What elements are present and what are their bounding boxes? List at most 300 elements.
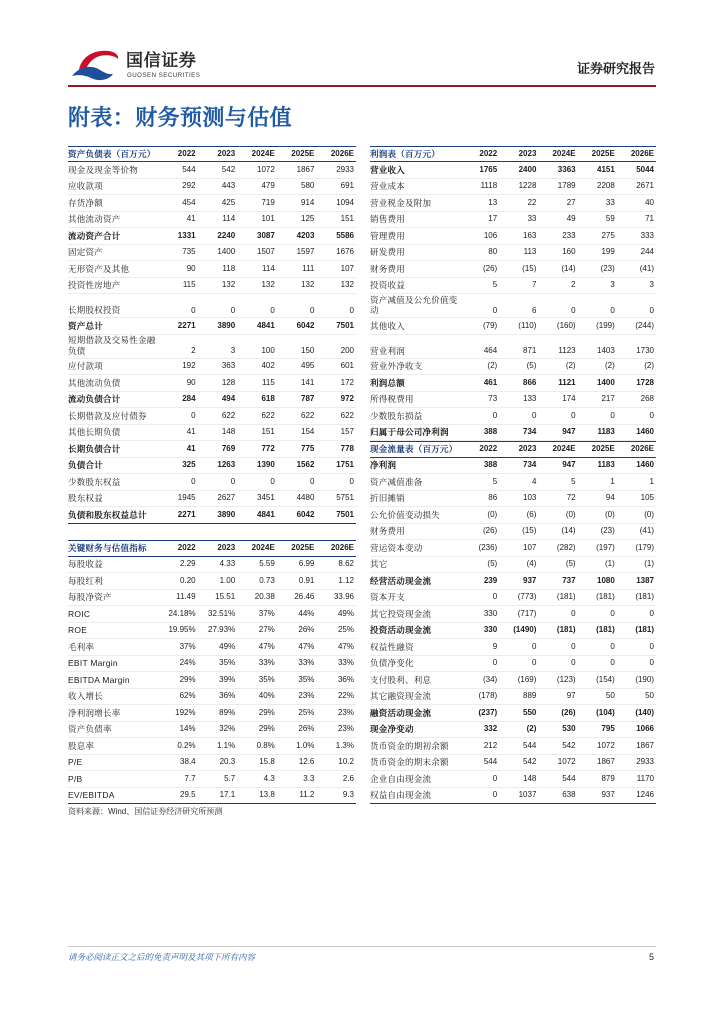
row-value: 363	[221, 361, 236, 371]
row-label: 经营活动现金流	[370, 575, 432, 586]
row-label: 公允价值变动损失	[370, 509, 441, 520]
row-value: 33%	[298, 658, 315, 668]
row-value: 1403	[597, 346, 615, 355]
row-value: 1.12	[338, 575, 354, 585]
row-label: 现金及现金等价物	[68, 164, 139, 175]
row-value: 332	[483, 724, 498, 734]
row-value: 6042	[296, 320, 315, 330]
row-value: 542	[221, 164, 236, 174]
row-label: 其它融资现金流	[370, 691, 432, 702]
row-value: 62%	[179, 691, 196, 701]
row-value: 13.8	[259, 790, 275, 800]
row-label: 营业利润	[370, 345, 406, 356]
row-value: 1751	[336, 460, 354, 470]
row-value: 9	[492, 641, 498, 651]
cash-flow-row	[370, 524, 656, 541]
row-label: 其他长期负债	[68, 427, 121, 438]
row-value: 402	[261, 361, 275, 371]
row-value: 937	[523, 575, 537, 585]
row-value: 1170	[636, 773, 654, 783]
row-value: 90	[186, 377, 196, 387]
brand-logo	[70, 46, 202, 84]
row-label: 负债合计	[68, 460, 104, 471]
row-value: (181)	[556, 592, 576, 602]
row-value: 2271	[177, 509, 196, 519]
row-value: 425	[221, 197, 236, 207]
row-value: 132	[261, 280, 275, 290]
year-header: 2025E	[591, 444, 615, 454]
row-value: 133	[523, 394, 537, 404]
row-value: 580	[301, 181, 315, 191]
row-label: 净利润	[370, 460, 397, 471]
key-indicators-row	[68, 788, 356, 805]
income-statement-row	[370, 294, 656, 318]
row-value: 778	[340, 443, 354, 453]
row-value: 244	[640, 247, 654, 257]
cash-flow-row	[370, 689, 656, 706]
row-label: 净利润增长率	[68, 707, 121, 718]
row-label: 长期借款及应付债券	[68, 410, 147, 421]
row-value: 105	[640, 493, 654, 503]
cash-flow-row	[370, 738, 656, 755]
row-value: 160	[562, 247, 576, 257]
income-statement-row	[370, 261, 656, 278]
row-value: 622	[340, 410, 354, 420]
row-label: 财务费用	[370, 263, 406, 274]
row-label: 企业自由现金流	[370, 773, 432, 784]
row-value: 23%	[337, 724, 354, 734]
row-value: 154	[301, 427, 315, 437]
row-label: 存货净额	[68, 197, 104, 208]
row-value: 20.38	[254, 592, 275, 602]
row-value: 1765	[479, 164, 498, 174]
row-value: 0	[191, 305, 196, 315]
row-value: 775	[301, 443, 315, 453]
row-value: (2)	[644, 361, 654, 371]
year-header: 2024E	[251, 543, 275, 553]
row-value: 0	[270, 305, 275, 315]
row-value: 0	[649, 658, 654, 668]
row-value: 0	[270, 476, 275, 486]
row-value: 947	[562, 427, 576, 437]
row-value: 39%	[219, 674, 236, 684]
row-value: (140)	[635, 707, 654, 717]
key-indicators-row	[68, 771, 356, 788]
balance-sheet-row	[68, 179, 356, 196]
year-header: 2026E	[630, 444, 654, 454]
balance-sheet-row	[68, 408, 356, 425]
balance-sheet-row	[68, 318, 356, 335]
row-value: 49	[566, 214, 576, 224]
brand-name-en: GUOSEN SECURITIES	[127, 72, 201, 79]
key-indicators-row	[68, 623, 356, 640]
row-value: 118	[222, 263, 236, 273]
brand-name-cn: 国信证券	[126, 51, 197, 70]
row-value: (23)	[600, 526, 615, 536]
row-value: 33.96	[333, 592, 354, 602]
row-value: 71	[645, 214, 654, 224]
row-value: 7501	[336, 509, 354, 519]
year-header: 2026E	[330, 148, 354, 158]
row-value: (178)	[478, 691, 498, 701]
row-value: 0	[492, 410, 498, 420]
row-value: 0.2%	[177, 740, 196, 750]
cash-flow-row	[370, 771, 656, 788]
row-label: 每股收益	[68, 559, 104, 570]
row-value: 9.3	[342, 790, 354, 800]
row-value: 1390	[257, 460, 275, 470]
row-value: 107	[340, 263, 354, 273]
row-value: (26)	[561, 707, 576, 717]
row-value: 2933	[336, 164, 354, 174]
row-value: (154)	[596, 674, 615, 684]
row-value: (23)	[600, 263, 615, 273]
row-value: 89%	[219, 707, 236, 717]
row-label: 权益性融资	[370, 641, 414, 652]
row-value: 284	[182, 394, 196, 404]
row-value: 622	[301, 410, 315, 420]
row-value: 148	[221, 427, 236, 437]
year-header: 2026E	[330, 543, 354, 553]
row-value: 13	[488, 197, 498, 207]
row-value: 972	[340, 394, 354, 404]
row-value: 94	[605, 493, 615, 503]
row-value: (2)	[526, 724, 537, 734]
row-value: 0	[492, 773, 498, 783]
row-value: (2)	[605, 361, 615, 371]
row-value: (6)	[526, 509, 537, 519]
balance-sheet-row	[68, 228, 356, 245]
row-value: 734	[523, 460, 537, 470]
row-label: 每股净资产	[68, 592, 112, 603]
row-value: 0	[610, 658, 615, 668]
row-value: 37%	[179, 641, 196, 651]
row-value: 544	[483, 757, 498, 767]
row-value: 1123	[558, 346, 576, 355]
row-value: 330	[483, 608, 498, 618]
guosen-logo-icon	[70, 47, 120, 83]
row-value: 49%	[219, 641, 236, 651]
row-label: 其他收入	[370, 320, 406, 331]
source-note: 资料来源：Wind、国信证券经济研究所预测	[68, 807, 223, 816]
row-value: 23%	[298, 691, 315, 701]
row-value: 4841	[257, 320, 275, 330]
balance-sheet-row	[68, 335, 356, 359]
row-value: 2208	[597, 181, 615, 191]
row-label: 长期负债合计	[68, 443, 121, 454]
page-number: 5	[648, 952, 654, 962]
year-header: 2023	[217, 148, 236, 158]
row-value: (160)	[556, 320, 576, 330]
row-value: 622	[221, 410, 236, 420]
row-value: 33%	[258, 658, 275, 668]
row-label: 销售费用	[370, 214, 406, 225]
year-header: 2023	[518, 148, 537, 158]
row-value: 47%	[337, 641, 354, 651]
row-value: 0	[571, 641, 576, 651]
row-label: 研发费用	[370, 247, 406, 258]
row-label: 资产减值及公允价值变动	[370, 294, 458, 315]
row-value: 41	[186, 443, 196, 453]
row-value: (41)	[639, 526, 654, 536]
row-value: 1	[610, 476, 615, 486]
row-value: 26%	[298, 724, 315, 734]
row-label: EBITDA Margin	[68, 674, 130, 685]
row-label: 营业外净收支	[370, 361, 423, 372]
row-value: 0	[349, 476, 354, 486]
income-statement-row	[370, 228, 656, 245]
row-value: 3087	[257, 230, 275, 240]
row-value: 388	[483, 427, 498, 437]
row-value: 174	[562, 394, 576, 404]
income-statement-row	[370, 359, 656, 376]
row-value: (237)	[478, 707, 498, 717]
row-value: 0	[610, 305, 615, 315]
row-value: 1562	[296, 460, 315, 470]
spacer-row	[68, 524, 356, 541]
row-value: 115	[262, 377, 275, 387]
row-value: 2240	[217, 230, 236, 240]
income-statement-row	[370, 408, 656, 425]
row-value: 15.8	[259, 757, 275, 767]
cash-flow-header-row	[370, 441, 656, 458]
row-value: 24.18%	[168, 608, 196, 618]
row-value: 618	[261, 394, 275, 404]
row-value: 0	[649, 305, 654, 315]
row-value: 1867	[636, 740, 654, 750]
row-value: 150	[301, 346, 315, 355]
row-value: 0	[571, 608, 576, 618]
row-value: 132	[301, 280, 315, 290]
year-header: 2022	[177, 148, 196, 158]
cash-flow-row	[370, 474, 656, 491]
row-value: 29%	[258, 707, 275, 717]
row-value: (104)	[596, 707, 615, 717]
row-value: 86	[488, 493, 498, 503]
row-value: 20.3	[219, 757, 236, 767]
row-value: 947	[562, 460, 576, 470]
balance-sheet-row	[68, 458, 356, 475]
balance-sheet-row	[68, 195, 356, 212]
row-value: 1730	[636, 346, 654, 355]
row-value: 15.51	[215, 592, 236, 602]
row-label: 权益自由现金流	[370, 790, 432, 801]
row-value: 601	[340, 361, 354, 371]
row-value: 866	[523, 377, 537, 387]
disclaimer-note: 请务必阅读正文之后的免责声明及其项下所有内容	[68, 952, 256, 962]
row-value: (181)	[635, 592, 654, 602]
row-label: 应付款项	[68, 361, 104, 372]
row-value: 7	[531, 280, 537, 290]
row-value: 33%	[337, 658, 354, 668]
row-label: ROIC	[68, 608, 91, 619]
row-value: 103	[523, 493, 537, 503]
row-value: 1037	[518, 790, 537, 800]
row-label: 归属于母公司净利润	[370, 427, 449, 438]
row-value: 2400	[518, 164, 537, 174]
row-value: 101	[261, 214, 275, 224]
row-value: 41	[186, 427, 196, 437]
row-value: 5044	[636, 164, 654, 174]
row-label: 折旧摊销	[370, 493, 406, 504]
row-value: 29%	[179, 674, 196, 684]
cash-flow-row	[370, 458, 656, 475]
row-value: 0	[492, 305, 498, 315]
key-indicators-row	[68, 639, 356, 656]
cash-flow-row	[370, 507, 656, 524]
year-header: 2026E	[630, 148, 654, 158]
cash-flow-row	[370, 491, 656, 508]
year-header: 2023	[518, 444, 537, 454]
cash-flow-row	[370, 722, 656, 739]
key-indicators-title: 关键财务与估值指标	[68, 543, 147, 554]
row-value: 1121	[558, 377, 576, 387]
row-value: 3	[230, 346, 236, 355]
row-value: 1867	[296, 164, 315, 174]
year-header: 2025E	[591, 148, 615, 158]
row-value: 2271	[177, 320, 196, 330]
row-value: 3363	[557, 164, 576, 174]
row-value: 454	[182, 197, 196, 207]
row-value: 735	[182, 247, 196, 257]
row-value: 1094	[336, 197, 354, 207]
row-value: 114	[222, 214, 236, 224]
row-value: 1676	[336, 247, 354, 257]
key-indicators-header-row	[68, 540, 356, 557]
row-value: 275	[601, 230, 615, 240]
row-value: 35%	[298, 674, 315, 684]
row-label: 长期股权投资	[68, 305, 121, 315]
row-value: 5751	[336, 493, 354, 503]
footer-divider	[68, 946, 656, 947]
cash-flow-row	[370, 672, 656, 689]
row-value: (2)	[487, 361, 498, 371]
row-value: 871	[523, 346, 537, 355]
row-value: 192%	[175, 707, 196, 717]
row-value: 330	[483, 625, 498, 635]
row-label: 流动负债合计	[68, 394, 121, 405]
row-value: 1728	[636, 377, 654, 387]
row-value: 0	[492, 592, 498, 602]
row-label: 营业收入	[370, 164, 406, 175]
row-value: 217	[601, 394, 615, 404]
row-value: (0)	[605, 509, 615, 519]
row-value: 115	[182, 280, 196, 290]
row-label: 营业税金及附加	[370, 197, 432, 208]
row-value: 151	[340, 214, 354, 224]
cash-flow-row	[370, 606, 656, 623]
row-value: 494	[221, 394, 236, 404]
row-value: 90	[186, 263, 196, 273]
row-value: 1.00	[219, 575, 236, 585]
row-value: 40%	[258, 691, 275, 701]
row-value: 1460	[636, 427, 654, 437]
row-value: 550	[523, 707, 537, 717]
row-value: 163	[523, 230, 537, 240]
row-value: (717)	[517, 608, 537, 618]
row-label: P/B	[68, 773, 83, 784]
row-value: 544	[523, 740, 537, 750]
row-label: 投资活动现金流	[370, 625, 432, 636]
balance-sheet-row	[68, 375, 356, 392]
row-label: 短期借款及交易性金融负债	[68, 335, 156, 356]
row-value: 1.0%	[296, 740, 315, 750]
balance-sheet-header-row	[68, 146, 356, 163]
cash-flow-row	[370, 557, 656, 574]
row-value: 1460	[636, 460, 654, 470]
row-value: 38.4	[180, 757, 196, 767]
row-value: 33	[605, 197, 615, 207]
row-value: 0	[571, 305, 576, 315]
row-value: 544	[562, 773, 576, 783]
left-tables	[68, 146, 356, 805]
row-value: 6	[531, 305, 537, 315]
row-value: 0	[649, 641, 654, 651]
row-label: 财务费用	[370, 526, 406, 537]
row-value: (110)	[518, 320, 537, 330]
row-value: (0)	[487, 509, 498, 519]
row-value: 1.1%	[216, 740, 236, 750]
key-indicators-row	[68, 606, 356, 623]
row-value: 2.6	[342, 773, 354, 783]
row-value: 17	[488, 214, 498, 224]
year-header: 2024E	[552, 444, 576, 454]
row-value: 1118	[480, 181, 498, 191]
row-value: 5.59	[259, 559, 275, 569]
row-value: 3890	[217, 509, 236, 519]
row-value: 26.46	[294, 592, 315, 602]
row-value: 19.95%	[168, 625, 196, 635]
row-value: 443	[221, 181, 236, 191]
row-label: 收入增长	[68, 691, 104, 702]
cash-flow-title: 现金流量表（百万元）	[370, 444, 458, 455]
row-value: 889	[523, 691, 537, 701]
row-value: 0.20	[180, 575, 196, 585]
row-value: 0	[492, 658, 498, 668]
row-label: 利润总额	[370, 377, 406, 388]
row-value: (0)	[644, 509, 654, 519]
row-label: 固定资产	[68, 247, 104, 258]
row-value: 4480	[296, 493, 315, 503]
income-statement-row	[370, 392, 656, 409]
row-value: 59	[605, 214, 615, 224]
row-label: 无形资产及其他	[68, 263, 130, 274]
row-value: 292	[182, 181, 196, 191]
row-value: 0.73	[259, 575, 275, 585]
row-label: 资产减值准备	[370, 476, 423, 487]
year-header: 2022	[177, 543, 196, 553]
row-value: 0	[230, 305, 236, 315]
row-value: (181)	[596, 625, 615, 635]
key-indicators-row	[68, 738, 356, 755]
row-label: 货币资金的期末余额	[370, 757, 449, 768]
row-value: 199	[601, 247, 615, 257]
row-label: 营运资本变动	[370, 542, 423, 553]
row-label: 股息率	[68, 740, 95, 751]
row-value: 914	[301, 197, 315, 207]
row-label: 投资收益	[370, 280, 406, 291]
balance-sheet-row	[68, 441, 356, 458]
row-label: 负债净变化	[370, 658, 414, 669]
row-value: 879	[601, 773, 615, 783]
row-value: 1263	[217, 460, 236, 470]
key-indicators-row	[68, 590, 356, 607]
cash-flow-row	[370, 705, 656, 722]
key-indicators-row	[68, 689, 356, 706]
row-value: 1183	[597, 427, 615, 437]
row-value: 0	[610, 641, 615, 651]
row-value: (15)	[522, 263, 537, 273]
